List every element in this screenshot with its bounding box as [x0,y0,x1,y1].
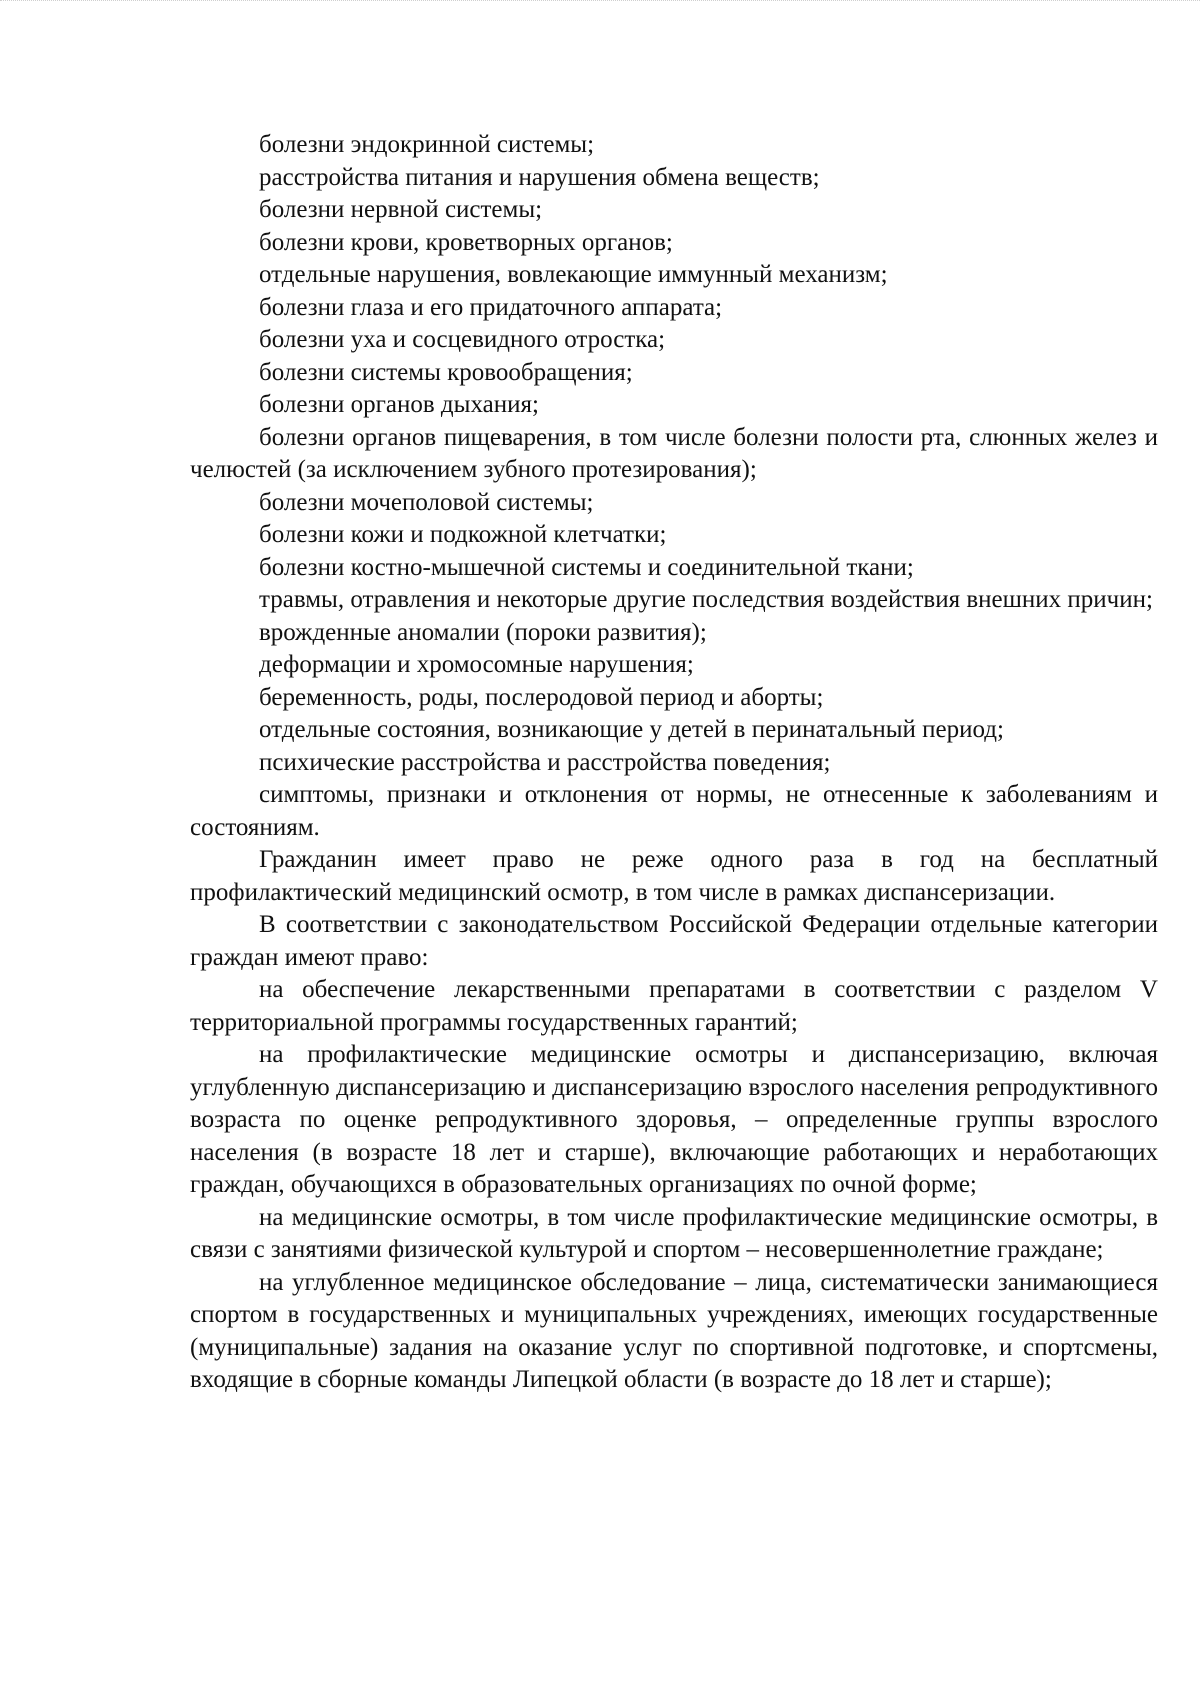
paragraph: болезни уха и сосцевидного отростка; [259,326,666,353]
paragraph: деформации и хромосомные нарушения; [259,651,694,678]
paragraph: Гражданин имеет право не реже одного раза в год на бесплатный профилактический медицинский осмотр, в том числе в рамках диспансеризации. [190,846,1158,906]
paragraph: болезни системы кровообращения; [259,358,633,386]
paragraph: отдельные состояния, возникающие у детей в перинатальный период; [259,716,1004,743]
paragraph: В соответствии с законодательством Российской Федерации отдельные категории граждан имеют право: [190,911,1158,971]
paragraph: беременность, роды, послеродовой период и аборты; [259,683,824,711]
paragraph: болезни костно-мышечной системы и соединительной ткани; [259,553,914,581]
paragraph: болезни глаза и его придаточного аппарата; [259,293,723,321]
paragraph: болезни органов пищеварения, в том числе болезни полости рта, слюнных желез и челюстей (за исключением зубного протезирования); [190,423,1158,483]
paragraph: отдельные нарушения, вовлекающие иммунный механизм; [259,261,888,288]
paragraph: болезни нервной системы; [259,196,543,223]
paragraph: симптомы, признаки и отклонения от нормы, не отнесенные к заболеваниям и состояниям. [190,781,1158,841]
paragraph: на обеспечение лекарственными препаратами в соответствии с разделом V территориальной программы государственных гарантий; [190,976,1158,1036]
paragraph: расстройства питания и нарушения обмена веществ; [259,163,820,191]
paragraph: болезни крови, кроветворных органов; [259,228,673,256]
paragraph: травмы, отравления и некоторые другие последствия воздействия внешних причин; [259,586,1153,613]
paragraph: болезни эндокринной системы; [259,131,595,158]
document-body [190,129,1158,1397]
paragraph: психические расстройства и расстройства поведения; [259,748,831,776]
paragraph: на профилактические медицинские осмотры и диспансеризацию, включая углубленную диспансеризацию и диспансеризацию взрослого населения репродуктивного возраста по оценке репродуктивного здоровья, – определенные группы взрослого населения (в возрасте 18 лет и старше), включающие работающих и неработающих граждан, обучающихся в образовательных организациях по очной форме; [190,1041,1158,1198]
paragraph: болезни органов дыхания; [259,391,539,418]
paragraph: болезни мочеполовой системы; [259,488,594,516]
paragraph: врожденные аномалии (пороки развития); [259,618,707,646]
paragraph: на медицинские осмотры, в том числе профилактические медицинские осмотры, в связи с занятиями физической культурой и спортом – несовершеннолетние граждане; [190,1203,1158,1263]
paragraph: болезни кожи и подкожной клетчатки; [259,521,667,548]
paragraph: на углубленное медицинское обследование – лица, систематически занимающиеся спортом в государственных и муниципальных учреждениях, имеющих государственные (муниципальные) задания на оказание услуг по спортивной подготовке, и спортсмены, входящие в сборные команды Липецкой области (в возрасте до 18 лет и старше); [190,1268,1158,1393]
